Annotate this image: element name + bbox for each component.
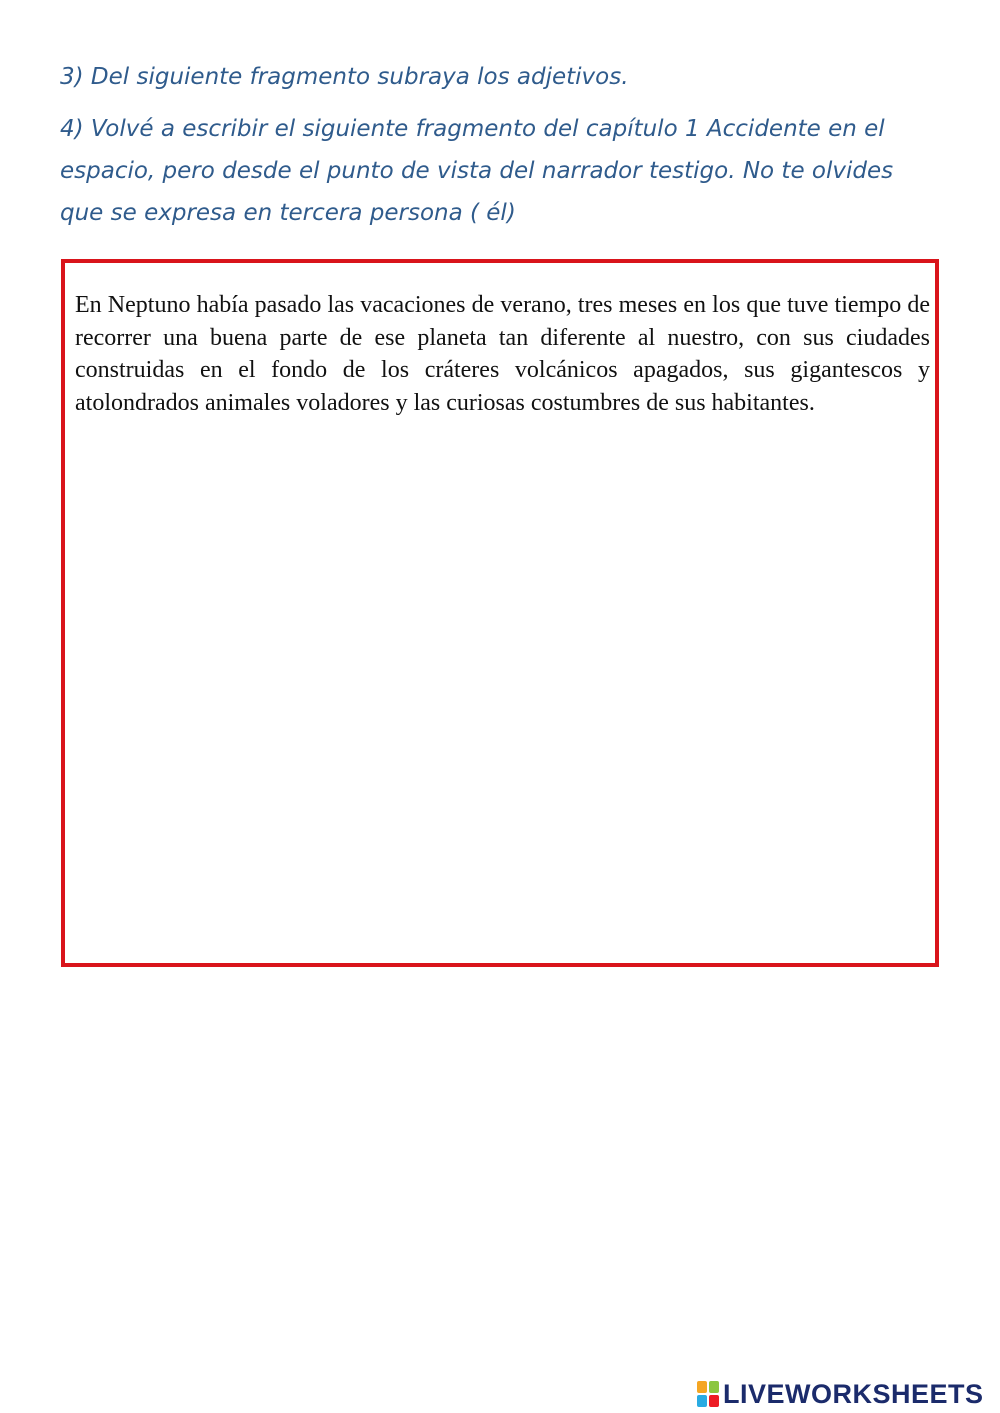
instruction-3: 3) Del siguiente fragmento subraya los adjetivos. [60, 64, 629, 90]
instruction-4: 4) Volvé a escribir el siguiente fragmento del capítulo 1 Accidente en el espacio, pero desde el punto de vista del narrador testigo. No te olvides que se expresa en tercera persona ( él) [60, 116, 894, 226]
logo-text: LIVEWORKSHEETS [723, 1378, 984, 1409]
answer-box[interactable] [61, 259, 939, 967]
instructions [60, 56, 940, 234]
liveworksheets-logo-icon [697, 1381, 719, 1407]
fragment-text: En Neptuno había pasado las vacaciones de verano, tres meses en los que tuve tiempo de recorrer una buena parte de ese planeta tan diferente al nuestro, con sus ciudades construidas en el fondo de los cráteres volcánicos apagados, sus gigantescos y atolondrados animales voladores y las curiosas costumbres de sus habitantes. [75, 292, 930, 416]
liveworksheets-logo [697, 1378, 984, 1410]
